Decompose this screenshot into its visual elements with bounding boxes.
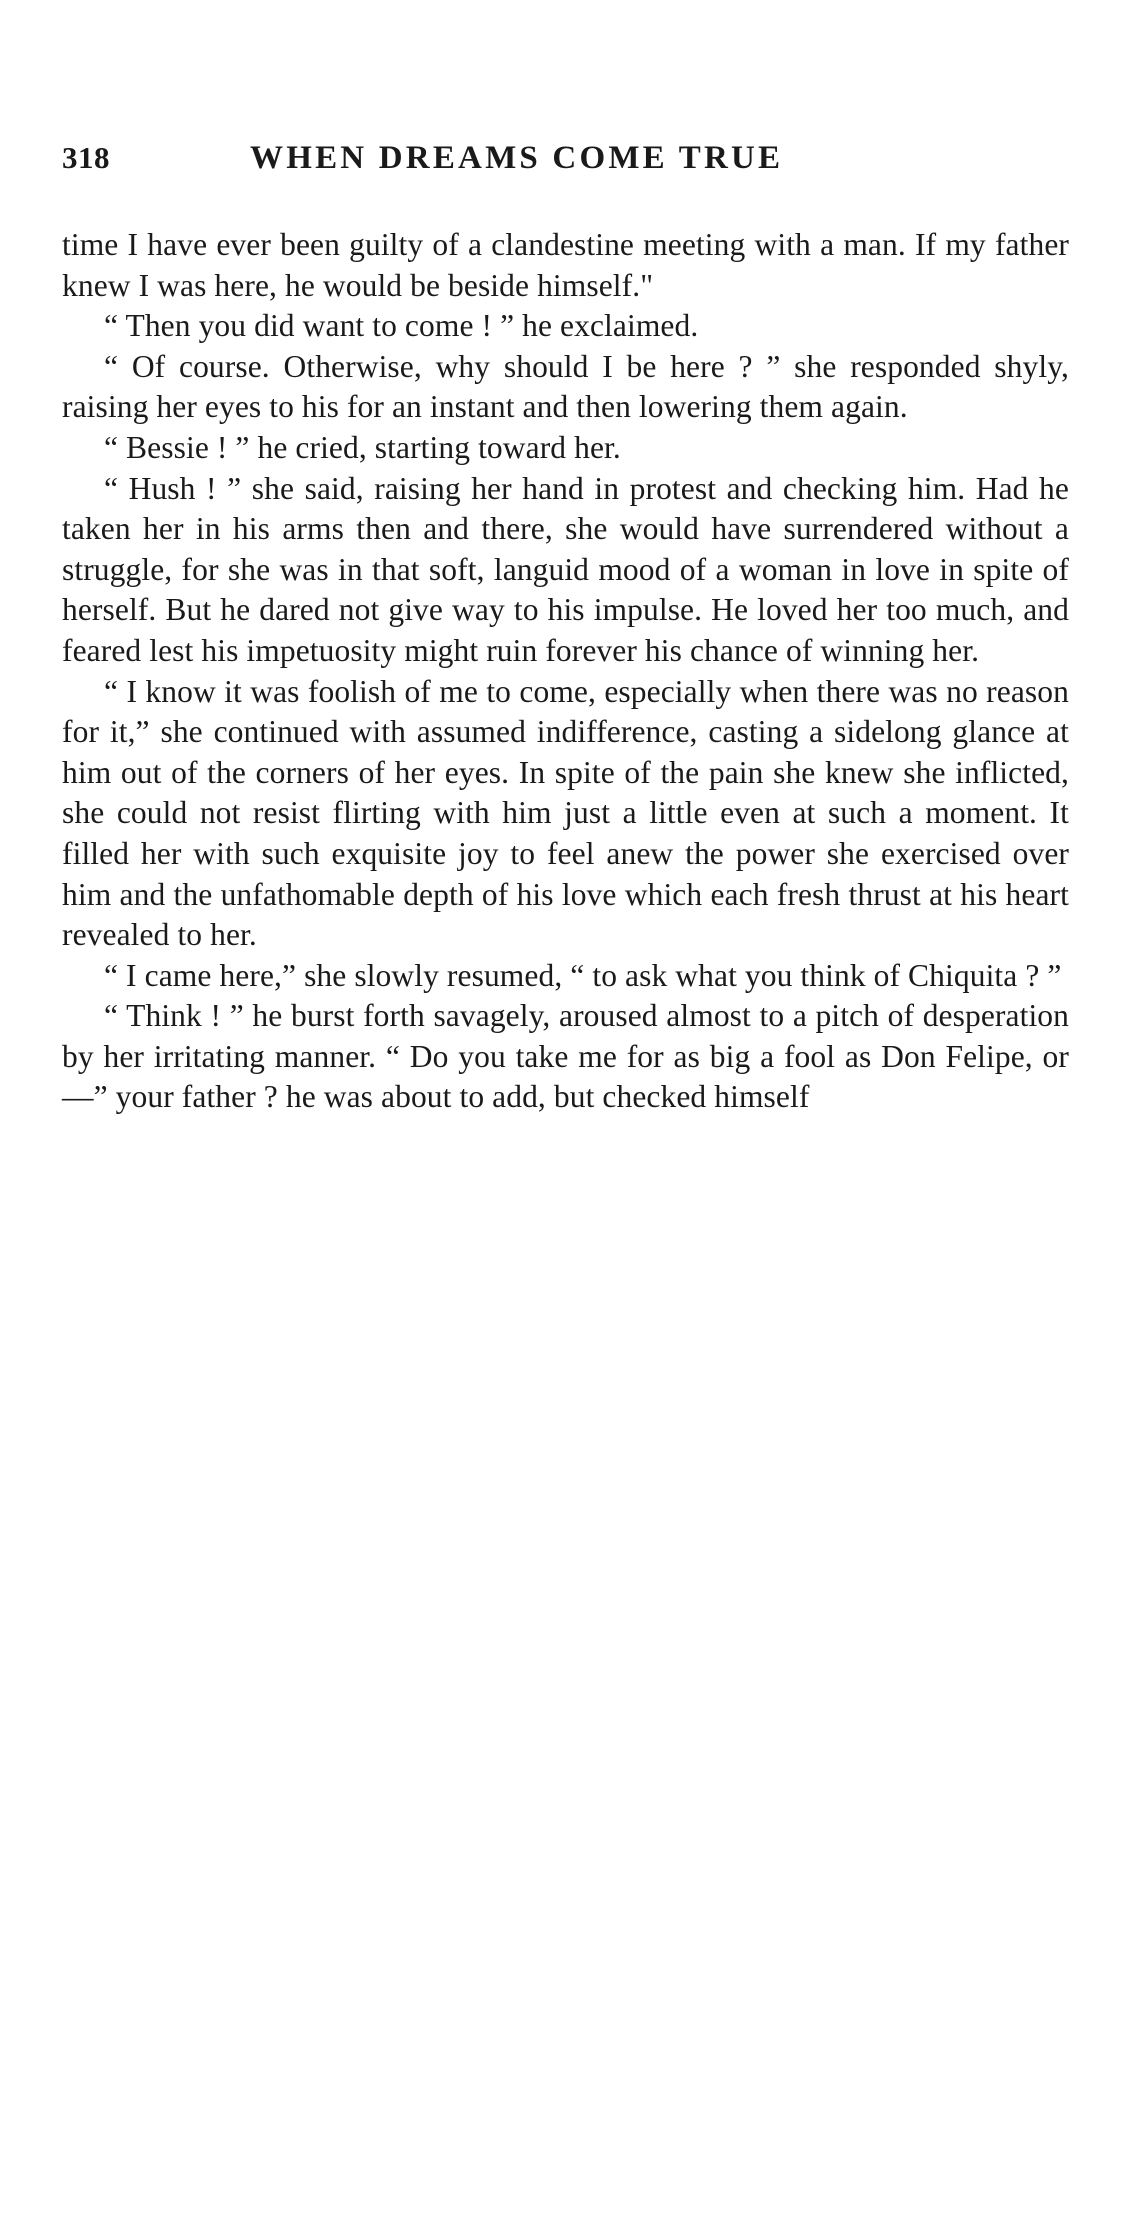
paragraph: “ Bessie ! ” he cried, starting toward her. — [104, 429, 621, 465]
book-page — [0, 140, 1131, 2233]
paragraph: “ Hush ! ” she said, raising her hand in protest and checking him. Had he taken her in his arms then and there, she would have surrendered without a struggle, for she was in that soft, languid mood of a woman in love in spite of herself. But he dared not give way to his impulse. He loved her too much, and feared lest his impetuosity might ruin forever his chance of winning her. — [62, 470, 1069, 668]
paragraph: “ I know it was foolish of me to come, especially when there was no reason for it,” she continued with assumed indifference, casting a sidelong glance at him out of the corners of her eyes. In spite of the pain she knew she inflicted, she could not resist flirting with him just a little even at such a moment. It filled her with such exquisite joy to feel anew the power she exercised over him and the unfathomable depth of his love which each fresh thrust at his heart revealed to her. — [62, 673, 1069, 953]
paragraph: “ Of course. Otherwise, why should I be here ? ” she responded shyly, raising her eyes to his for an instant and then lowering them again. — [62, 348, 1069, 425]
paragraph: “ Then you did want to come ! ” he exclaimed. — [104, 308, 699, 344]
paragraph: time I have ever been guilty of a clandestine meeting with a man. If my father knew I was here, he would be beside himself." — [62, 227, 1069, 303]
page-header — [0, 140, 1131, 177]
paragraph: “ I came here,” she slowly resumed, “ to ask what you think of Chiquita ? ” — [104, 957, 1062, 993]
paragraph: “ Think ! ” he burst forth savagely, aroused almost to a pitch of desperation by her irritating manner. “ Do you take me for as big a fool as Don Felipe, or—” your father ? he was about to add, but checked himself — [62, 998, 1069, 1115]
page-body — [0, 225, 1131, 1118]
page-number: 318 — [62, 140, 110, 175]
running-title: WHEN DREAMS COME TRUE — [250, 140, 784, 176]
